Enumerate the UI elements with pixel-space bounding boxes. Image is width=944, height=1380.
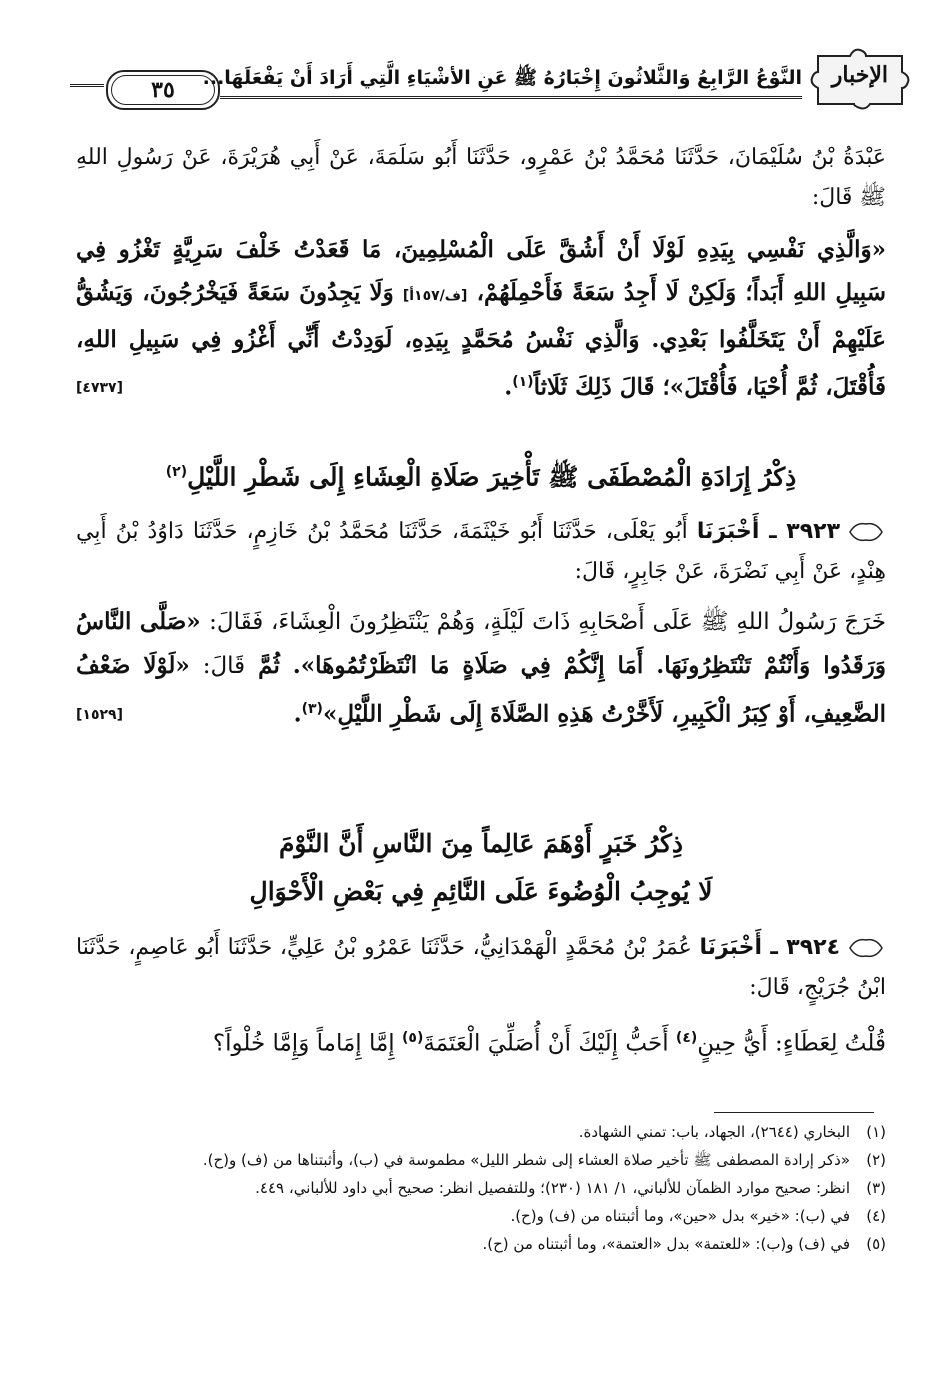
hadith-text-b: «صَلَّى النَّاسُ وَرَقَدُوا وَأَنْتُمْ تَنْتَظِرُونَهَا. أَمَا إِنَّكُمْ فِي صَلَاةٍ مَا انْتَظَرْتُمُوهَا». ثُمَّ [76, 608, 886, 679]
footnote-text: «ذكر إرادة المصطفى ﷺ تأخير صلاة العشاء إلى شطر الليل» مطموسة في (ب)، وأثبتناها من (ف) و(ح). [202, 1151, 850, 1169]
narration-text-a: قُلْتُ لِعَطَاءٍ: أَيُّ حِينٍ [697, 1030, 886, 1057]
isnad-paragraph-3 [76, 928, 886, 1008]
hadith-text-d: «لَوْلَا ضَعْفُ الضَّعِيفِ، أَوْ كِبَرُ الْكَبِيرِ، لَأَخَّرْتُ هَذِهِ الصَّلَاةَ إِلَى شَطْرِ اللَّيْلِ» [76, 652, 886, 728]
narration-text-a: خَرَجَ رَسُولُ اللهِ ﷺ عَلَى أَصْحَابِهِ ذَاتَ لَيْلَةٍ، وَهُمْ يَنْتَظِرُونَ الْعِشَاءَ، فَقَالَ: [209, 609, 886, 635]
isnad-paragraph-1 [76, 138, 886, 218]
narration-text-c: إِمَّا إِمَاماً وَإِمَّا خُلْواً؟ [212, 1030, 395, 1057]
footnote-5 [76, 1230, 886, 1258]
hadith-text-b: وَلَا يَجِدُونَ سَعَةً فَيَخْرُجُونَ، وَيَشُقُّ عَلَيْهِمْ أَنْ يَتَخَلَّفُوا بَعْدِي. وَالَّذِي نَفْسُ مُحَمَّدٍ بِيَدِهِ، لَوَدِدْتُ أَنِّي أَغْزُو فِي سَبِيلِ اللهِ، فَأُقْتَلَ، ثُمَّ أُحْيَا، فَأُقْتَلَ»؛ قَالَ ذَلِكَ ثَلَاثاً [76, 279, 886, 401]
khabar-ornament-icon [846, 520, 886, 544]
footnote-3 [76, 1174, 886, 1202]
footnote-marker: (٥) [402, 1030, 424, 1046]
isnad-text: أَبُو يَعْلَى، حَدَّثَنَا أَبُو خَيْثَمَةَ، حَدَّثَنَا مُحَمَّدُ بْنُ خَازِمٍ، حَدَّثَنَا دَاوُدُ بْنُ أَبِي هِنْدٍ، عَنْ أَبِي نَضْرَةَ، عَنْ جَابِرٍ، قَالَ: [76, 519, 886, 584]
running-title: النَّوْعُ الرَّابِعُ وَالثَّلاثُونَ إِخْبَارُهُ ﷺ عَنِ الأشْيَاءِ الَّتِي أَرَادَ أَنْ يَفْعَلَهَا... [202, 67, 802, 89]
hadith-number: ٣٩٢٣ ـ أَخْبَرَنَا [696, 519, 841, 544]
footnote-number: (٤) [866, 1207, 886, 1225]
isnad-text: عُمَرُ بْنُ مُحَمَّدٍ الْهَمْدَانِيُّ، حَدَّثَنَا عَمْرُو بْنُ عَلِيٍّ، حَدَّثَنَا أَبُو عَاصِمٍ، حَدَّثَنَا ابْنُ جُرَيْجٍ، قَالَ: [76, 935, 886, 1000]
heading-line-1: ذِكْرُ خَبَرٍ أَوْهَمَ عَالِماً مِنَ النَّاسِ أَنَّ النَّوْمَ [278, 829, 684, 858]
footnote-4 [76, 1202, 886, 1230]
hadith-number-ref: [١٥٢٩] [76, 707, 123, 723]
isnad-paragraph-2 [76, 512, 886, 592]
footnote-number: (٢) [866, 1151, 886, 1169]
footnote-text: البخاري (٢٦٤٤)، الجهاد، باب: تمني الشهادة. [578, 1123, 850, 1141]
hadith-paragraph-1 [76, 228, 886, 410]
isnad-text: عَبْدَةُ بْنُ سُلَيْمَانَ، حَدَّثَنَا مُحَمَّدُ بْنُ عَمْرٍو، حَدَّثَنَا أَبُو سَلَمَةَ، عَنْ أَبِي هُرَيْرَةَ، عَنْ رَسُولِ اللهِ ﷺ قَالَ: [76, 145, 886, 210]
footnote-text: في (ف) و(ب): «للعتمة» بدل «العتمة»، وما أثبتناه من (ح). [482, 1235, 850, 1253]
period: . [293, 700, 302, 728]
section-heading-1 [76, 448, 886, 501]
footnote-marker: (٤) [675, 1030, 698, 1046]
page-number: ٣٥ [151, 77, 175, 103]
narration-text-b: أَحَبُّ إِلَيْكَ أَنْ أُصَلِّيَ الْعَتَمَةَ [423, 1030, 669, 1057]
header-rule [220, 96, 802, 99]
footnote-separator [714, 1112, 874, 1113]
footnote-number: (٣) [866, 1179, 886, 1197]
period: . [504, 373, 513, 401]
hadith-number-ref: [٤٧٣٧] [76, 380, 123, 396]
footnote-number: (١) [866, 1123, 886, 1141]
narration-paragraph [76, 1018, 886, 1064]
chapter-badge [810, 48, 910, 110]
manuscript-ref: [ف/١٥٧أ] [402, 288, 468, 304]
hadith-text-a: «وَالَّذِي نَفْسِي بِيَدِهِ لَوْلَا أَنْ أَشُقَّ عَلَى الْمُسْلِمِينَ، مَا قَعَدْتُ خَلْفَ سَرِيَّةٍ تَغْزُو فِي سَبِيلِ اللهِ أَبَداً؛ وَلَكِنْ لَا أَجِدُ سَعَةً فَأَحْمِلَهُمْ، [76, 236, 886, 306]
khabar-ornament-icon [846, 936, 886, 960]
page-number-rule [70, 84, 104, 87]
chapter-badge-label: الإخبار [831, 62, 888, 88]
section-heading-2 [76, 820, 886, 916]
footnote-1 [76, 1118, 886, 1146]
page-header [70, 48, 910, 118]
hadith-number: ٣٩٢٤ ـ أَخْبَرَنَا [699, 935, 840, 960]
footnote-marker: (١) [512, 374, 534, 390]
footnote-text: في (ب): «خير» بدل «حين»، وما أثبتناه من (ف) و(ح). [510, 1207, 850, 1225]
narration-text-c: قَالَ: [202, 653, 246, 679]
footnote-text: انظر: صحيح موارد الظمآن للألباني، ١/ ١٨١ (٢٣٠)؛ وللتفصيل انظر: صحيح أبي داود للألباني، ٤٤٩. [255, 1179, 850, 1197]
hadith-paragraph-2 [76, 600, 886, 737]
footnote-marker: (٣) [301, 701, 323, 717]
page-number-box [106, 70, 220, 110]
footnotes [76, 1118, 886, 1258]
footnote-number: (٥) [866, 1235, 886, 1253]
footnote-marker: (٢) [165, 464, 188, 480]
heading-text: ذِكْرُ إِرَادَةِ الْمُصْطَفَى ﷺ تَأْخِيرَ صَلَاةِ الْعِشَاءِ إِلَى شَطْرِ اللَّيْلِ [187, 462, 797, 492]
heading-line-2: لَا يُوجِبُ الْوُضُوءَ عَلَى النَّائِمِ فِي بَعْضِ الْأَحْوَالِ [249, 877, 713, 906]
footnote-2 [76, 1146, 886, 1174]
